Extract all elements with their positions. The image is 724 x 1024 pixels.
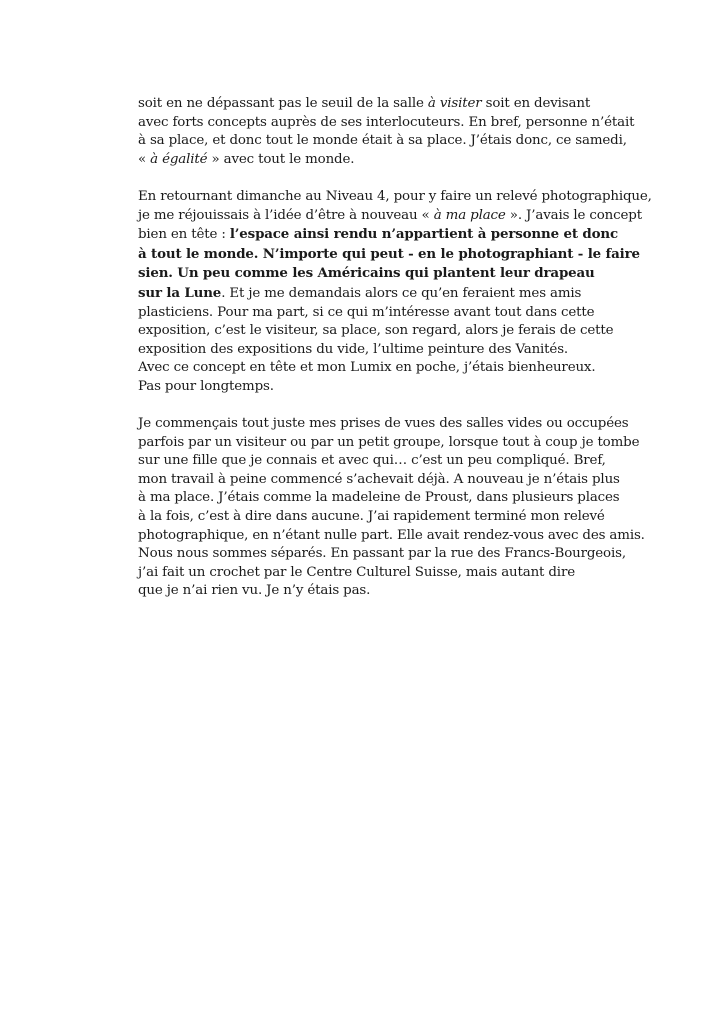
text-line [138, 95, 658, 114]
text-line [138, 527, 658, 546]
text-segment: à la fois, c’est à dire dans aucune. J’ai rapidement terminé mon relevé [138, 509, 605, 525]
text-line [138, 341, 658, 360]
text-segment: » avec tout le monde. [207, 151, 355, 167]
paragraph [138, 95, 658, 169]
text-line [138, 452, 658, 471]
text-line [138, 114, 658, 133]
text-line [138, 359, 658, 378]
text-segment: Nous nous sommes séparés. En passant par la rue des Francs-Bourgeois, [138, 546, 626, 562]
text-segment: que je n’ai rien vu. Je n’y étais pas. [138, 583, 371, 599]
paragraph [138, 188, 658, 397]
text-line [138, 489, 658, 508]
text-line [138, 264, 658, 284]
bold-text: sur la Lune [138, 284, 222, 301]
text-line [138, 545, 658, 564]
text-segment: . Et je me demandais alors ce qu’en feraient mes amis [221, 285, 582, 301]
text-segment: à sa place, et donc tout le monde était à sa place. J’étais donc, ce samedi, [138, 133, 627, 149]
text-segment: bien en tête : [138, 227, 230, 243]
text-segment: Pas pour longtemps. [138, 378, 274, 394]
text-segment: photographique, en n’étant nulle part. Elle avait rendez-vous avec des amis. [138, 527, 645, 543]
text-segment: exposition des expositions du vide, l’ultime peinture des Vanités. [138, 341, 569, 357]
text-line [138, 322, 658, 341]
text-segment: ». J’avais le concept [505, 207, 642, 223]
text-line [138, 378, 658, 397]
paragraph-gap [138, 397, 658, 416]
text-line [138, 582, 658, 601]
text-line [138, 434, 658, 453]
paragraph-gap [138, 169, 658, 188]
text-line [138, 564, 658, 583]
text-segment: soit en ne dépassant pas le seuil de la salle [138, 96, 428, 111]
text-line [138, 188, 658, 207]
text-segment: mon travail à peine commencé s’achevait déjà. A nouveau je n’étais plus [138, 471, 620, 487]
bold-text: l’espace ainsi rendu n’appartient à personne et donc [229, 226, 618, 243]
text-segment: à ma place. J’étais comme la madeleine de Proust, dans plusieurs places [138, 490, 620, 506]
text-line [138, 304, 658, 323]
bold-text: sien. Un peu comme les Américains qui plantent leur drapeau [138, 265, 595, 282]
text-line [138, 225, 658, 245]
text-segment: Avec ce concept en tête et mon Lumix en poche, j’étais bienheureux. [138, 360, 596, 376]
body-text [138, 95, 658, 601]
bold-text: à tout le monde. N’importe qui peut - en le photographiant - le faire [138, 245, 640, 262]
text-segment: plasticiens. Pour ma part, si ce qui m’intéresse avant tout dans cette [138, 304, 595, 320]
text-segment: Je commençais tout juste mes prises de vues des salles vides ou occupées [138, 416, 629, 432]
text-segment: je me réjouissais à l’idée d’être à nouveau « [138, 207, 434, 223]
text-line [138, 151, 658, 170]
text-segment: j’ai fait un crochet par le Centre Culturel Suisse, mais autant dire [138, 564, 575, 580]
italic-text: à égalité [150, 151, 208, 167]
text-segment: soit en devisant [481, 96, 591, 111]
text-segment: En retournant dimanche au Niveau 4, pour y faire un relevé photographique, [138, 188, 652, 204]
text-segment: sur une fille que je connais et avec qui… c’est un peu compliqué. Bref, [138, 453, 606, 469]
text-line [138, 415, 658, 434]
text-line [138, 132, 658, 151]
italic-text: à ma place [433, 207, 506, 223]
text-line [138, 245, 658, 265]
italic-text: à visiter [427, 96, 482, 111]
text-line [138, 471, 658, 490]
text-segment: parfois par un visiteur ou par un petit groupe, lorsque tout à coup je tombe [138, 434, 640, 450]
text-segment: exposition, c’est le visiteur, sa place, son regard, alors je ferais de cette [138, 323, 614, 339]
text-segment: « [138, 151, 151, 167]
paragraph [138, 415, 658, 601]
text-line [138, 284, 658, 304]
text-line [138, 207, 658, 226]
text-segment: avec forts concepts auprès de ses interlocuteurs. En bref, personne n’était [138, 114, 635, 130]
text-line [138, 508, 658, 527]
